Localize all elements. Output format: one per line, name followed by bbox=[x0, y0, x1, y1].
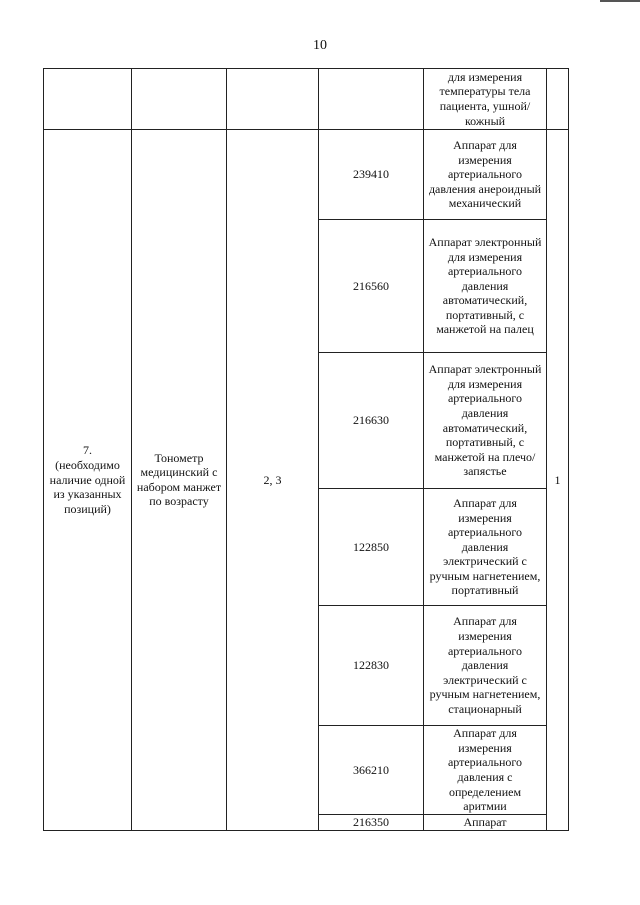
device-name-cell: Тонометр медицинский с набором манжет по возрасту bbox=[132, 130, 227, 831]
variant-description: Аппарат для измерения артериального давления электрический с ручным нагнетением, стационарный bbox=[424, 606, 547, 726]
variant-description: Аппарат электронный для измерения артериального давления автоматический, портативный, с манжетой на плечо/запястье bbox=[424, 353, 547, 489]
quantity-cell: 1 bbox=[547, 130, 569, 831]
variant-description: Аппарат для измерения артериального давления с определением аритмии bbox=[424, 726, 547, 815]
variant-code: 366210 bbox=[319, 726, 424, 815]
variant-description: Аппарат bbox=[424, 815, 547, 831]
cell-empty bbox=[227, 69, 319, 130]
variant-code: 216350 bbox=[319, 815, 424, 831]
cell-empty bbox=[44, 69, 132, 130]
continued-description: для измерения температуры тела пациента, ушной/кожный bbox=[424, 69, 547, 130]
variant-code: 216630 bbox=[319, 353, 424, 489]
scan-edge-line bbox=[600, 0, 640, 8]
variant-description: Аппарат электронный для измерения артериального давления автоматический, портативный, с манжетой на палец bbox=[424, 220, 547, 353]
sections-cell: 2, 3 bbox=[227, 130, 319, 831]
variant-code: 122830 bbox=[319, 606, 424, 726]
variant-description: Аппарат для измерения артериального давления анероидный механический bbox=[424, 130, 547, 220]
variant-code: 122850 bbox=[319, 489, 424, 606]
equipment-table bbox=[43, 68, 569, 831]
variant-code: 239410 bbox=[319, 130, 424, 220]
cell-empty bbox=[547, 69, 569, 130]
table-row-continued bbox=[44, 69, 569, 130]
table-row bbox=[44, 130, 569, 220]
variant-description: Аппарат для измерения артериального давления электрический с ручным нагнетением, портативный bbox=[424, 489, 547, 606]
cell-empty bbox=[319, 69, 424, 130]
position-cell: 7. (необходимо наличие одной из указанных позиций) bbox=[44, 130, 132, 831]
cell-empty bbox=[132, 69, 227, 130]
variant-code: 216560 bbox=[319, 220, 424, 353]
page-number: 10 bbox=[313, 38, 327, 53]
